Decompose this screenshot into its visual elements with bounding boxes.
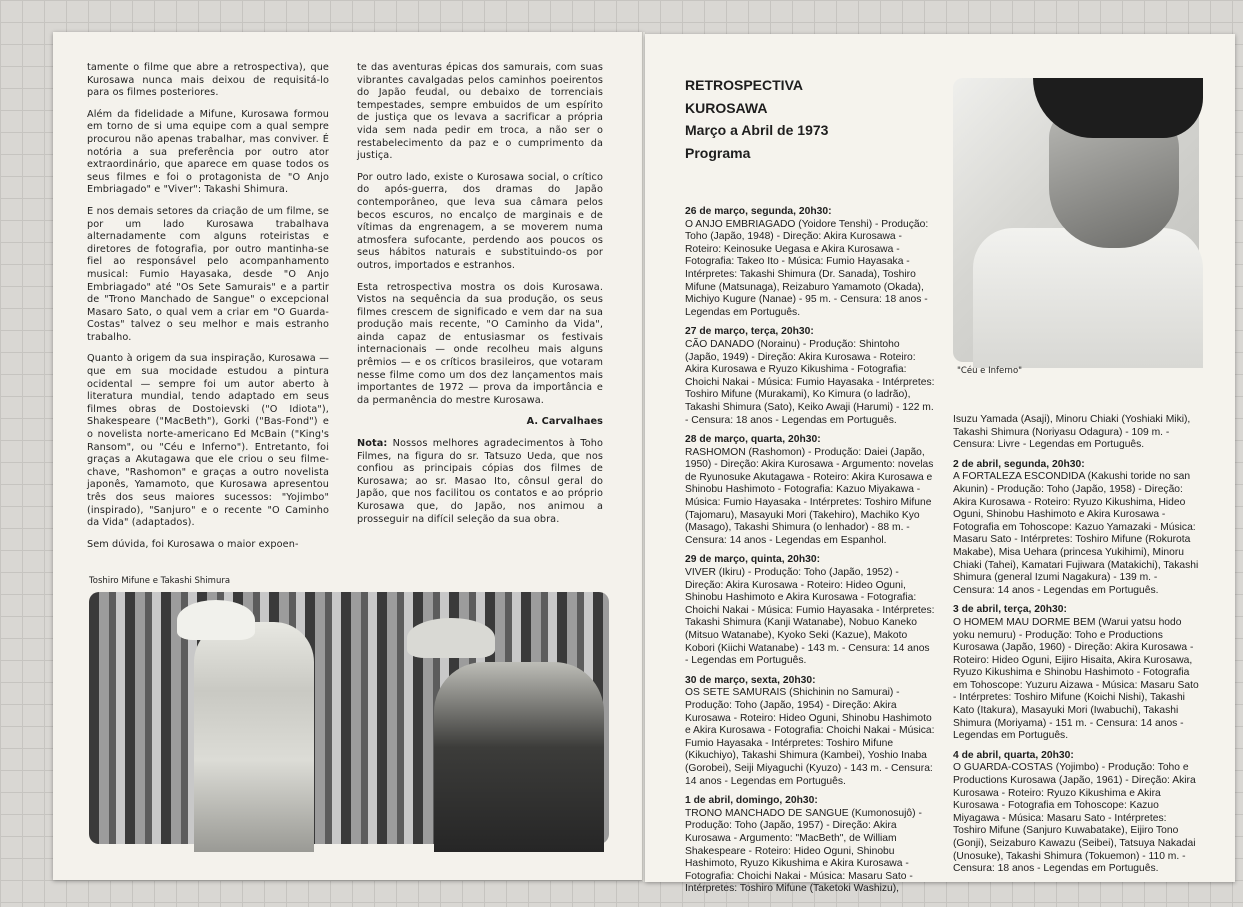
note-text: Nossos melhores agradecimentos à Toho Filmes, na figura do sr. Tatsuzo Ueda, que nos confiou as principais cópias dos filmes de Kurosawa; ao sr. Masao Ito, cônsul geral do Japão, que nos facilitou os contatos e ao próprio Kurosawa que, do Japão, nos animou a prosseguir na difícil seleção da sua obra.: [357, 438, 603, 525]
hat: [177, 600, 255, 640]
paragraph: E nos demais setores da criação de um filme, se por um lado Kurosawa trabalhava alternadamente com alguns roteiristas e diretores de fotografia, por outro mantinha-se fiel ao responsável pelo acompanhamento musical: Fumio Hayasaka, desde "O Anjo Embriagado" até "Os Sete Samurais" e a partir de "Trono Manchado de Sangue" o excepcional Masaro Sato, o qual vem a criar em "O Guarda-Costas" talvez o seu melhor e mais estranho trabalho.: [87, 205, 329, 343]
program-entry: [685, 554, 935, 667]
program-entry: [953, 750, 1199, 876]
entry-heading: 4 de abril, quarta, 20h30:: [953, 749, 1074, 761]
signature: A. Carvalhaes: [526, 416, 603, 428]
film-still-photo: [89, 592, 609, 844]
entry-heading: 30 de março, sexta, 20h30:: [685, 674, 816, 686]
shirt: [973, 228, 1203, 368]
program-title: [685, 74, 828, 164]
entry-heading: 1 de abril, domingo, 20h30:: [685, 795, 818, 807]
program-entry: [953, 604, 1199, 743]
left-column-2: [357, 62, 603, 535]
left-page: [53, 32, 643, 880]
title-line: RETROSPECTIVA: [685, 77, 803, 93]
paragraph: Quanto à origem da sua inspiração, Kurosawa — que em sua mocidade estudou a pintura ocidental — sempre foi um autor aberto à literatura mundial, tendo adaptado em seus filmes obras de Dostoievski ("O Idiota"), Shakespeare ("MacBeth"), Gorki ("Bas-Fond") e o novelista norte-americano Ed McBain ("King's Ransom", ou "Céu e Inferno"). Entretanto, foi graças a Akutagawa que ele criou o seu filme-chave, "Rashomon" e graças a outro novelista japonês, Yamamoto, que Kurosawa apresentou três dos seus maiores sucessos: "Yojimbo" (inspirado), "Sanjuro" e o recente "O Caminho da Vida" (adaptados).: [87, 353, 329, 529]
entry-text: O GUARDA-COSTAS (Yojimbo) - Produção: Toho e Productions Kurosawa (Japão, 1961) - Direção: Akira Kurosawa - Roteiro: Ryuzo Kikushima e Akira Kurosawa - Fotografia em Tohoscope: Kazuo Miyagawa - Música: Masaru Sato - Intérpretes: Toshiro Mifune (Sanjuro Kuwabatake), Eijiro Tono (Gonji), Seizaburo Kawazu (Seibei), Tatsuya Nakadai (Unosuke), Takashi Shimura (Tokuemon) - 110 m. - Censura: 18 anos - Legendas em Português.: [953, 762, 1196, 875]
entry-heading: 3 de abril, terça, 20h30:: [953, 604, 1067, 616]
paragraph: Por outro lado, existe o Kurosawa social, o crítico do após-guerra, dos dramas do Japão contemporâneo, que leva sua câmara pelos becos escuros, no encalço de marginais e de vítimas da engrenagem, a se moverem numa atmosfera sufocante, perdendo aos poucos os seus hábitos naturais e substituindo-os por outros, importados e estranhos.: [357, 171, 603, 271]
entry-heading: 26 de março, segunda, 20h30:: [685, 206, 832, 217]
portrait-caption: "Céu e Inferno": [957, 366, 1023, 376]
hat: [407, 618, 495, 658]
title-line: Março a Abril de 1973: [685, 122, 829, 138]
entry-text: OS SETE SAMURAIS (Shichinin no Samurai) - Produção: Toho (Japão, 1954) - Direção: Akira Kurosawa - Roteiro: Hideo Oguni, Shinobu Hashimoto e Akira Kurosawa - Fotografia: Choichi Nakai - Música: Fumio Hayasaka - Intérpretes: Toshiro Mifune (Kikuchiyo), Takashi Shimura (Kambei), Yoshio Inaba (Gorobei), Seiji Miyaguchi (Kyuzo) - 143 m. - Censura: 14 anos - Legendas em Português.: [685, 687, 935, 787]
entry-text: O HOMEM MAU DORME BEM (Warui yatsu hodo yoku nemuru) - Produção: Toho e Productions Kurosawa (Japão, 1960) - Direção: Akira Kurosawa - Roteiro: Hideo Oguni, Eijiro Hisaita, Akira Kurosawa, Ryuzo Kikushima e Shinobu Hashimoto - Fotografia em Tohoscope: Yuzuru Aizawa - Música: Masaru Sato - Intérpretes: Toshiro Mifune (Koichi Nishi), Takashi Kato (Itakura), Masayuki Mori (Iwabuchi), Takashi Shimura (Moriyama) - 151 m. - Censura: 14 anos - Legendas em Português.: [953, 616, 1199, 742]
program-entry: [953, 459, 1199, 598]
program-entry: [685, 206, 935, 319]
paragraph: Além da fidelidade a Mifune, Kurosawa formou em torno de si uma equipe com a qual sempre procurou não apenas trabalhar, mas conviver. É notória a sua preferência por outro ator extraordinário, que aparece em quase todos os seus filmes e foi o protagonista de "O Anjo Embriagado" e "Viver": Takashi Shimura.: [87, 108, 329, 196]
program-column-2: [953, 414, 1199, 883]
title-line: Programa: [685, 144, 751, 161]
program-entry: [685, 795, 935, 896]
paragraph: Sem dúvida, foi Kurosawa o maior expoen-: [87, 538, 299, 550]
right-page: [645, 34, 1235, 895]
entry-text: A FORTALEZA ESCONDIDA (Kakushi toride no san Akunin) - Produção: Toho (Japão, 1958) - Direção: Akira Kurosawa - Roteiro: Ryuzo Kikushima, Hideo Oguni, Shinobu Hashimoto e Akira Kurosawa - Fotografia em Tohoscope: Kazuo Yamazaki - Música: Masaru Sato - Intérpretes: Toshiro Mifune (Rokurota Makabe), Misa Uehara (princesa Yukihimi), Minoru Chiaki (Tahei), Kamatari Fujiwara (Matakichi), Takashi Shimura (general Izumi Nagakura) - 139 m. - Censura: 14 anos - Legendas em Português.: [953, 471, 1199, 596]
left-column-1: [87, 62, 329, 560]
entry-heading: 2 de abril, segunda, 20h30:: [953, 458, 1085, 470]
title-line: KUROSAWA: [685, 99, 768, 116]
entry-text: CÃO DANADO (Norainu) - Produção: Shintoho (Japão, 1949) - Direção: Akira Kurosawa - Roteiro: Akira Kurosawa e Ryuzo Kikushima - Fotografia: Choichi Nakai - Música: Fumio Hayasaka - Intérpretes: Toshiro Mifune (Murakami), Ko Kimura (o ladrão), Takashi Shimura (Sato), Keiko Awaji (Harumi) - 122 m. - Censura: 18 anos - Legendas em Português.: [685, 338, 935, 426]
program-entry: [685, 326, 935, 427]
figure-mifune: [194, 622, 314, 852]
entry-text: O ANJO EMBRIAGADO (Yoidore Tenshi) - Produção: Toho (Japão, 1948) - Direção: Akira Kurosawa - Roteiro: Keinosuke Uegasa e Akira Kurosawa - Fotografia: Takeo Ito - Música: Fumio Hayasaka - Intérpretes: Takashi Shimura (Dr. Sanada), Toshiro Mifune (Matsunaga), Reizaburo Yamamoto (Okada), Michiyo Kugure (Nanae) - 95 m. - Censura: 18 anos - Legendas em Português.: [685, 218, 929, 318]
entry-heading: 28 de março, quarta, 20h30:: [685, 434, 821, 446]
paragraph: te das aventuras épicas dos samurais, com suas vibrantes cavalgadas pelos caminhos poeirentos do Japão feudal, ou debaixo de torrenciais tempestades, sempre embuidos de um espírito de justiça que os levava a sacrificar a própria vida sem nada pedir em troca, a não ser o restabelecimento da paz e o cumprimento da justiça.: [357, 62, 603, 162]
portrait-photo: [953, 78, 1199, 362]
figure-shimura: [434, 662, 604, 852]
entry-text: TRONO MANCHADO DE SANGUE (Kumonosujô) - Produção: Toho (Japão, 1957) - Direção: Akira Kurosawa - Argumento: "MacBeth", de William Shakespeare - Roteiro: Hideo Oguni, Shinobu Hashimoto, Ryuzo Kikushima e Akira Kurosawa - Fotografia: Choichi Nakai - Música: Masaru Sato - Intérpretes: Toshiro Mifune (Taketoki Washizu),: [685, 807, 922, 895]
note-label: Nota:: [357, 438, 388, 450]
program-entry: [685, 434, 935, 547]
paragraph: Esta retrospectiva mostra os dois Kurosawa. Vistos na sequência da sua produção, os seus filmes crescem de significado e vem dar na sua produção mais recente, "O Caminho da Vida", ainda capaz de entusiasmar os festivais internacionais — onde recolheu mais alguns prêmios — e os críticos brasileiros, que votaram nesse filme como um dos dez lançamentos mais importantes de 1972 — prova da importância e da permanência do mestre Kurosawa.: [357, 281, 603, 406]
program-entry-continued: Isuzu Yamada (Asaji), Minoru Chiaki (Yoshiaki Miki), Takashi Shimura (Noriyasu Odagura) - 109 m. - Censura: Livre - Legendas em Português.: [953, 414, 1191, 451]
program-entry: [685, 675, 935, 788]
photo-caption: Toshiro Mifune e Takashi Shimura: [89, 576, 231, 586]
entry-heading: 27 de março, terça, 20h30:: [685, 326, 814, 338]
entry-text: RASHOMON (Rashomon) - Produção: Daiei (Japão, 1950) - Direção: Akira Kurosawa - Argumento: novelas de Ryunosuke Akutagawa - Roteiro: Akira Kurosawa e Shinobu Hashimoto - Fotografia: Kazuo Miyakawa - Música: Fumio Hayasaka - Intérpretes: Toshiro Mifune (Tajomaru), Masayuki Mori (Takehiro), Machiko Kyo (Masago), Takashi Shimura (o lenhador) - 88 m. - Censura: 14 anos - Legendas em Espanhol.: [685, 446, 934, 546]
entry-text: VIVER (Ikiru) - Produção: Toho (Japão, 1952) - Direção: Akira Kurosawa - Roteiro: Hideo Oguni, Shinobu Hashimoto e Akira Kurosawa - Fotografia: Choichi Nakai - Música: Fumio Hayasaka - Intérpretes: Takashi Shimura (Kanji Watanabe), Nobuo Kaneko (Mitsuo Watanabe), Kyoko Seki (Kazue), Makoto Kobori (Kiichi Watanabe) - 143 m. - Censura: 14 anos - Legendas em Português.: [685, 567, 935, 667]
program-column-1: [685, 206, 935, 903]
note-paragraph: [357, 438, 603, 526]
paragraph: tamente o filme que abre a retrospectiva), que Kurosawa nunca mais deixou de requisitá-lo para os filmes posteriores.: [87, 62, 329, 99]
entry-heading: 29 de março, quinta, 20h30:: [685, 554, 821, 566]
